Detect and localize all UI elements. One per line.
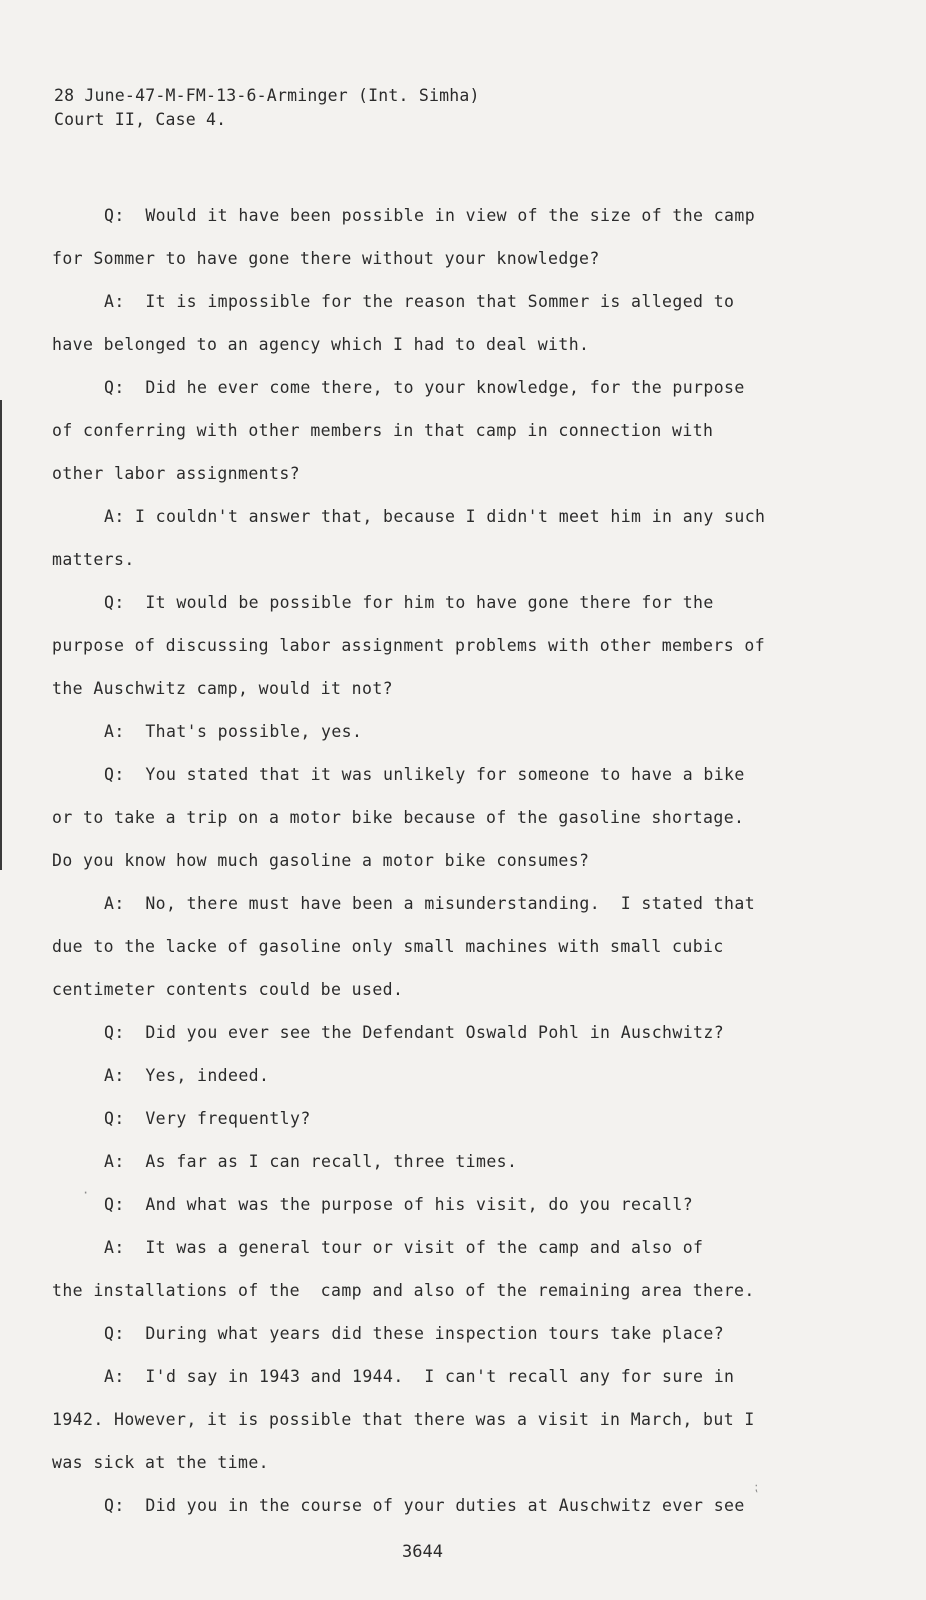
transcript-line: A: I couldn't answer that, because I didn't meet him in any such (104, 507, 766, 526)
header-court-line: Court II, Case 4. (54, 110, 227, 129)
transcript-line: Q: Very frequently? (104, 1109, 311, 1128)
page-number: 3644 (402, 1542, 443, 1562)
transcript-line: A: Yes, indeed. (104, 1066, 270, 1085)
transcript-line: of conferring with other members in that camp in connection with (52, 421, 714, 440)
transcript-line: Q: Did he ever come there, to your knowledge, for the purpose (104, 378, 745, 397)
transcript-line: 1942. However, it is possible that there was a visit in March, but I (52, 1410, 755, 1429)
transcript-line: for Sommer to have gone there without your knowledge? (52, 249, 600, 268)
transcript-line: Q: During what years did these inspection tours take place? (104, 1324, 725, 1343)
transcript-line: A: It is impossible for the reason that Sommer is alleged to (104, 292, 735, 311)
transcript-line: or to take a trip on a motor bike because of the gasoline shortage. (52, 808, 745, 827)
transcript-line: centimeter contents could be used. (52, 980, 404, 999)
transcript-line: Q: You stated that it was unlikely for someone to have a bike (104, 765, 745, 784)
transcript-line: Q: It would be possible for him to have gone there for the (104, 593, 714, 612)
transcript-line: A: No, there must have been a misunderstanding. I stated that (104, 894, 756, 913)
transcript-line: other labor assignments? (52, 464, 301, 483)
document-header (54, 84, 480, 132)
transcript-line: Q: And what was the purpose of his visit, do you recall? (104, 1195, 694, 1214)
transcript-line: A: As far as I can recall, three times. (104, 1152, 518, 1171)
transcript-line: the Auschwitz camp, would it not? (52, 679, 394, 698)
page-edge-shadow (0, 400, 2, 870)
transcript-line: Do you know how much gasoline a motor bike consumes? (52, 851, 590, 870)
ink-speck-mark: · (82, 1186, 90, 1200)
transcript-line: purpose of discussing labor assignment problems with other members of (52, 636, 766, 655)
transcript-line: the installations of the camp and also of the remaining area there. (52, 1281, 755, 1300)
transcript-line: was sick at the time. (52, 1453, 270, 1472)
transcript-line: A: That's possible, yes. (104, 722, 363, 741)
transcript-line: due to the lacke of gasoline only small machines with small cubic (52, 937, 724, 956)
transcript-line: have belonged to an agency which I had to deal with. (52, 335, 590, 354)
transcript-line: Q: Would it have been possible in view of the size of the camp (104, 206, 756, 225)
transcript-line: A: I'd say in 1943 and 1944. I can't recall any for sure in (104, 1367, 735, 1386)
transcript-line: Q: Did you ever see the Defendant Oswald Pohl in Auschwitz? (104, 1023, 725, 1042)
transcript-line: A: It was a general tour or visit of the camp and also of (104, 1238, 704, 1257)
margin-pencil-mark: ⁏ (754, 1480, 759, 1494)
transcript-line: matters. (52, 550, 135, 569)
transcript-line: Q: Did you in the course of your duties at Auschwitz ever see (104, 1496, 745, 1515)
header-reference-line: 28 June-47-M-FM-13-6-Arminger (Int. Simha) (54, 86, 480, 105)
